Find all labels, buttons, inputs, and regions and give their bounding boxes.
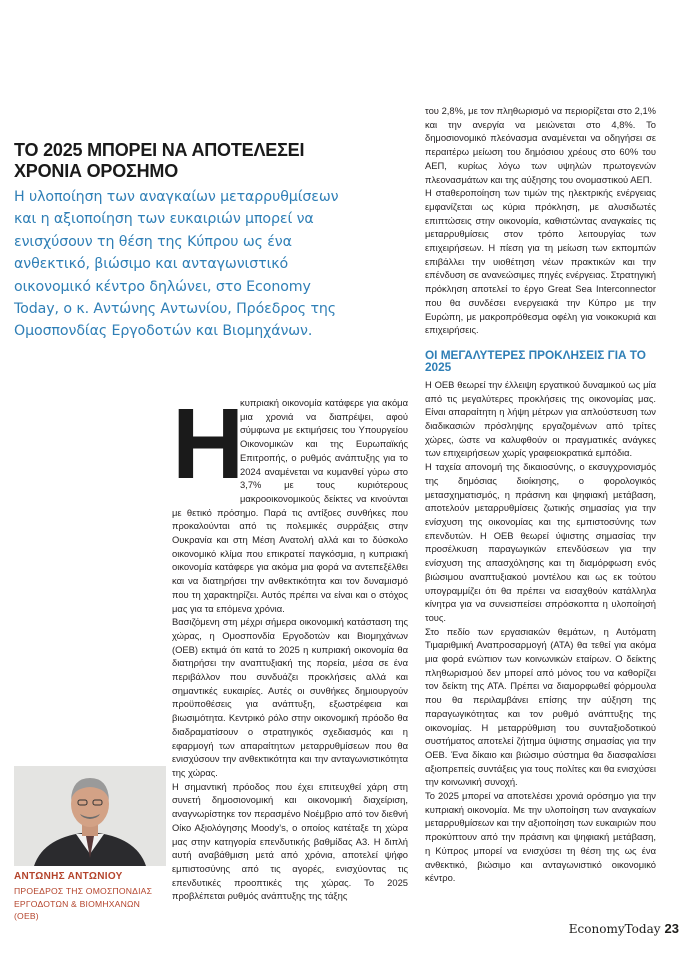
footer-brand: EconomyToday: [568, 922, 661, 936]
body-paragraph: Στο πεδίο των εργασιακών θεμάτων, η Αυτόματη Τιμαριθμική Αναπροσαρμογή (ΑΤΑ) θα τεθεί για ακόμα μια φορά ενώπιον των κοινωνικών εταίρων. Ο δείκτης πληθωρισμού δεν μπορεί από μόνος του να καθορίζει τον δείκτη της ΑΤΑ. Πρέπει να διαμορφωθεί φόρμουλα που θα περιλαμβάνει επίσης την αύξηση της παραγωγικότητας και τον ρυθμό ανάπτυξης της οικονομίας. Η μεταρρύθμιση του συνταξιοδοτικού συστήματος αποτελεί ζήτημα ύψιστης σημασίας για την ΟΕΒ. Ένα δίκαιο και βιώσιμο σύστημα θα διασφαλίσει αξιοπρεπείς συντάξεις για τους πολίτες και θα ενισχύσει την κοινωνική συνοχή.: [425, 625, 656, 788]
body-paragraph: Το 2025 μπορεί να αποτελέσει χρονιά ορόσημο για την κυπριακή οικονομία. Με την υλοποίηση των αναγκαίων μεταρρυθμίσεων και την αξιοποίηση των ευκαιριών που προκύπτουν από την πράσινη και ψηφιακή μετάβαση, η Κύπρος μπορεί να ενισχύσει τη θέση της ως ένα ανθεκτικό, βιώσιμο και ανταγωνιστικό οικονομικό κέντρο.: [425, 790, 656, 884]
body-column-right: [425, 104, 656, 885]
caption-name: ΑΝΤΩΝΗΣ ΑΝΤΩΝΙΟΥ: [14, 871, 123, 882]
section-subheading: ΟΙ ΜΕΓΑΛΥΤΕΡΕΣ ΠΡΟΚΛΗΣΕΙΣ ΓΙΑ ΤΟ 2025: [425, 347, 646, 375]
portrait-photo: [14, 766, 166, 866]
caption-role: ΠΡΟΕΔΡΟΣ ΤΗΣ ΟΜΟΣΠΟΝΔΙΑΣ ΕΡΓΟΔΟΤΩΝ & ΒΙΟΜΗΧΑΝΩΝ (ΟΕΒ): [14, 886, 153, 921]
body-column-left: [172, 388, 408, 903]
body-paragraph: Η ταχεία απονομή της δικαιοσύνης, ο εκσυγχρονισμός της δημόσιας διοίκησης, ο φορολογικός μετασχηματισμός, η πράσινη και ψηφιακή μετάβαση, αποτελούν μεταρρυθμίσεις ζωτικής σημασίας για την ενίσχυση της οικονομίας και της εμπιστοσύνης των επενδυτών. Η ΟΕΒ θεωρεί ύψιστης σημασίας την προσέλκυση παραγωγικών επενδύσεων για την ενίσχυση της απασχόλησης και τη διαμόρφωση ενός βιώσιμου αναπτυξιακού μοντέλου και ως εκ τούτου υπογραμμίζει ότι θα πρέπει να εισαχθούν κατάλληλα κίνητρα για να συνεισπείσει σπρόσκοπτα η υλοποίησή τους.: [425, 461, 656, 623]
page-number: 23: [664, 921, 679, 936]
body-paragraph: Η ΟΕΒ θεωρεί την έλλειψη εργατικού δυναμικού ως μία από τις μεγαλύτερες προκλήσεις της οικονομίας μας. Είναι απαραίτητη η λήψη μέτρων για απλούστευση των διαδικασιών πρόσληψης εργαζομένων από τρίτες χώρες, ώστε να καλυφθούν οι πραγματικές ανάγκες των επιχειρήσεων χωρίς γραφειοκρατικά εμπόδια.: [425, 378, 656, 459]
article-headline: ΤΟ 2025 ΜΠΟΡΕΙ ΝΑ ΑΠΟΤΕΛΕΣΕΙ ΧΡΟΝΙΑ ΟΡΟΣΗΜΟ: [14, 140, 305, 181]
body-paragraph: Η σταθεροποίηση των τιμών της ηλεκτρικής ενέργειας εμφανίζεται ως κύρια πρόκληση, με αλυσιδωτές επιπτώσεις στην οικονομία, καθιστώντας αναγκαίες τις μεταρρυθμίσεις στον τρόπο λειτουργίας των επιχειρήσεων. Η πίεση για τη μείωση των εκπομπών επιβάλλει την υιοθέτηση νέων πρακτικών και την επένδυση σε ανανεώσιμες πηγές ενέργειας. Στρατηγική πρόκληση αποτελεί το έργο Great Sea Interconnector που θα συνδέσει ενεργειακά την Κύπρο με την Ευρώπη, με μακροπρόθεσμα οφέλη για νοικοκυριά και επιχειρήσεις.: [425, 187, 656, 336]
body-paragraph: Η σημαντική πρόοδος που έχει επιτευχθεί χάρη στη συνετή δημοσιονομική και οικονομική διαχείριση, αναγνωρίστηκε τον περασμένο Νοέμβριο από τον διεθνή Οίκο Αξιολόγησης Moody’s, ο οποίος κατέταξε τη χώρα μας στην κατηγορία επενδυτικής βαθμίδας Α3. Η διπλή αυτή αναβάθμιση μετά από χρόνια, αποτελεί ψήφο εμπιστοσύνης από τις αγορές, ενισχύοντας τις επενδυτικές προοπτικές της χώρας. Το 2025 προβλέπεται ρυθμός ανάπτυξης της τάξης: [172, 780, 408, 902]
body-paragraph: Βασιζόμενη στη μέχρι σήμερα οικονομική κατάσταση της χώρας, η Ομοσπονδία Εργοδοτών και Βιομηχάνων (ΟΕΒ) εκτιμά ότι κατά το 2025 η κυπριακή οικονομία θα διατηρήσει την αναπτυξιακή της πορεία, μέσα σε ένα περιβάλλον που συνδυάζει προκλήσεις αλλά και σημαντικές ευκαιρίες. Αυτές οι συνθήκες δημιουργούν προϋποθέσεις για ανάπτυξη, εξωστρέφεια και βιωσιμότητα. Κεντρικό ρόλο στην οικονομική πρόοδο θα διαδραματίσουν ο στρατηγικός σχεδιασμός και η εφαρμογή των απαραίτητων μεταρρυθμίσεων που θα ενισχύσουν την ανθεκτικότητα και την ανταγωνιστικότητα της χώρας.: [172, 616, 408, 778]
page-footer: [569, 921, 679, 936]
body-paragraph: του 2,8%, με τον πληθωρισμό να περιορίζεται στο 2,1% και την ανεργία να μειώνεται στο 4,8%. Το δημοσιονομικό πλεόνασμα αναμένεται να οδηγήσει σε περαιτέρω μείωση του δημόσιου χρέους στο 60% του ΑΕΠ, κυρίως λόγω των υψηλών πρωτογενών πλεονασμάτων και της αύξησης του ονομαστικού ΑΕΠ.: [425, 105, 656, 185]
article-lead: Η υλοποίηση των αναγκαίων μεταρρυθμίσεων και η αξιοποίηση των ευκαιριών μπορεί να ενισχύσουν τη θέση της Κύπρου ως ένα ανθεκτικό, βιώσιμο και ανταγωνιστικό οικονομικό κέντρο δηλώνει, στο Economy Today, ο κ. Αντώνης Αντωνίου, Πρόεδρος της Ομοσπονδίας Εργοδοτών και Βιομηχάνων.: [14, 189, 339, 340]
body-paragraph: κυπριακή οικονομία κατάφερε για ακόμα μια χρονιά να διαπρέψει, αφού σύμφωνα με εκτιμήσεις του Υπουργείου Οικονομικών και της Ευρωπαϊκής Επιτροπής, ο ρυθμός ανάπτυξης για το 2024 αναμένεται να κυμανθεί γύρω στο 3,7% με τους κυριότερους μακροοικονομικούς δείκτες να κινούνται με θετικό πρόσημο. Παρά τις αντίξοες συνθήκες που προκαλούνται από τις πολεμικές συρράξεις στην Ουκρανία και στη Μέση Ανατολή αλλά και το δύσκολο οικονομικό κλίμα που επικρατεί παγκόσμια, η κυπριακή οικονομία κατάφερε για ακόμα μια φορά να αντεπεξέλθει και να διατηρήσει την ανθεκτικότητα και τον δυναμισμό που τη χαρακτηρίζει. Αυτός πρέπει να είναι και ο στόχος μας για τα επόμενα χρόνια.: [172, 397, 408, 614]
portrait-illustration: [14, 766, 166, 866]
drop-cap: Η: [172, 388, 245, 500]
